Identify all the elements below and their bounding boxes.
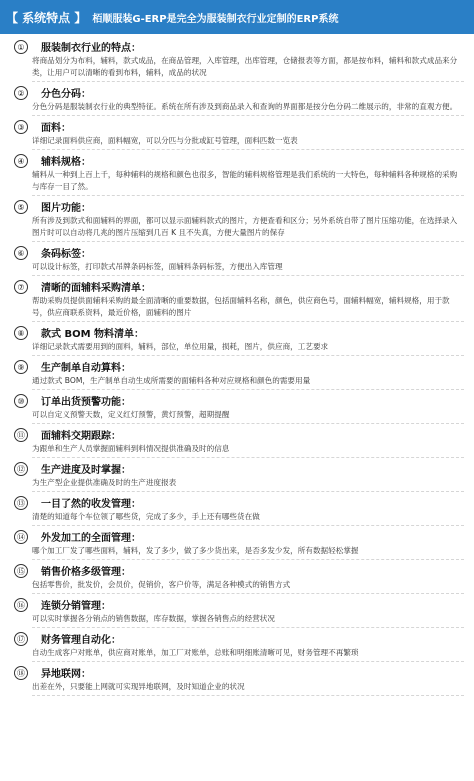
feature-number-badge: ⑤ — [14, 200, 28, 214]
feature-number-badge: ⑦ — [14, 280, 28, 294]
feature-item — [10, 278, 464, 322]
feature-title: 生产制单自动算料： — [41, 363, 131, 374]
feature-description: 出差在外，只要能上网就可实现异地联网，及时知道企业的状况 — [32, 682, 245, 691]
feature-description: 自动生成客户对账单，供应商对账单，加工厂对账单，总账和明细账清晰可见，财务管理不再繁琐 — [32, 648, 359, 657]
divider — [32, 321, 464, 322]
feature-title: 辅料规格： — [41, 157, 91, 168]
feature-item — [10, 118, 464, 150]
feature-description: 辅料从一种到上百上千，每种辅料的规格和颜色也很多，智能的辅料规格管理是我们系统的一大特色，每种辅料各种规格的采购与库存一目了然。 — [32, 170, 458, 191]
feature-description: 包括零售价，批发价，会员价，促销价，客户价等，满足各种模式的销售方式 — [32, 580, 291, 589]
feature-description: 帮助采购员提供面辅料采购的最全面清晰的重要数据，包括面辅料名称，颜色，供应商色号，面辅料幅宽，辅料规格，用于款号，供应商联系资料，最近价格，面辅料的图片 — [32, 296, 450, 317]
feature-number-badge: ⑭ — [14, 530, 28, 544]
feature-number-badge: ⑱ — [14, 666, 28, 680]
feature-title-row — [10, 118, 464, 135]
divider — [32, 559, 464, 560]
feature-number-badge: ⑯ — [14, 598, 28, 612]
feature-title: 条码标签： — [41, 249, 91, 260]
feature-description: 详细记录面料供应商，面料幅宽，可以分匹与分批或缸号管理，面料匹数一览表 — [32, 136, 298, 145]
feature-description: 可以设计标签，打印款式吊牌条码标签，面辅料条码标签，方便出入库管理 — [32, 262, 283, 271]
feature-item — [10, 630, 464, 662]
feature-number-badge: ① — [14, 40, 28, 54]
feature-description: 清楚的知道每个车位领了哪些货，完成了多少，手上还有哪些货在做 — [32, 512, 260, 521]
feature-title-row — [10, 664, 464, 681]
feature-number-badge: ⑬ — [14, 496, 28, 510]
feature-item — [10, 392, 464, 424]
feature-title: 一目了然的收发管理： — [41, 499, 141, 510]
feature-description: 通过款式 BOM，生产制单自动生成所需要的面辅料各种对应规格和颜色的需要用量 — [32, 376, 311, 385]
feature-description: 为跟单和生产人员掌握面辅料到料情况提供准确及时的信息 — [32, 444, 230, 453]
feature-item — [10, 38, 464, 82]
feature-title-row — [10, 426, 464, 443]
feature-title-row — [10, 596, 464, 613]
feature-item — [10, 152, 464, 196]
divider — [32, 195, 464, 196]
feature-title: 面料： — [41, 123, 71, 134]
feature-description: 详细记录款式需要用到的面料，辅料，部位，单位用量，损耗，图片，供应商，工艺要求 — [32, 342, 329, 351]
feature-title-row — [10, 152, 464, 169]
feature-description: 将商品划分为布料，辅料，款式成品，在商品管理，入库管理，出库管理，仓储报表等方面，都是按布料，辅料和款式成品来分类，让用户可以清晰的看到布料，辅料，成品的状况 — [32, 56, 458, 77]
feature-title-row — [10, 494, 464, 511]
feature-title-row — [10, 392, 464, 409]
feature-title: 分色分码： — [41, 89, 91, 100]
divider — [32, 525, 464, 526]
divider — [32, 627, 464, 628]
feature-item — [10, 84, 464, 116]
feature-number-badge: ⑮ — [14, 564, 28, 578]
divider — [32, 423, 464, 424]
feature-item — [10, 494, 464, 526]
feature-item — [10, 596, 464, 628]
feature-title: 服装制衣行业的特点： — [41, 43, 141, 54]
feature-description: 哪个加工厂发了哪些面料，辅料，发了多少，做了多少货出来，是否多发少发，所有数据轻松掌握 — [32, 546, 359, 555]
divider — [32, 695, 464, 696]
feature-title: 连锁分销管理： — [41, 601, 111, 612]
feature-title-row — [10, 358, 464, 375]
section-header — [0, 0, 474, 34]
feature-item — [10, 324, 464, 356]
feature-number-badge: ⑩ — [14, 394, 28, 408]
feature-number-badge: ⑫ — [14, 462, 28, 476]
feature-title: 外发加工的全面管理： — [41, 533, 141, 544]
feature-list — [0, 34, 474, 696]
feature-item — [10, 460, 464, 492]
divider — [32, 593, 464, 594]
feature-title: 生产进度及时掌握： — [41, 465, 131, 476]
feature-title: 订单出货预警功能： — [41, 397, 131, 408]
divider — [32, 241, 464, 242]
feature-title-row — [10, 244, 464, 261]
divider — [32, 81, 464, 82]
feature-item — [10, 244, 464, 276]
feature-title-row — [10, 528, 464, 545]
feature-title-row — [10, 278, 464, 295]
divider — [32, 115, 464, 116]
feature-title-row — [10, 324, 464, 341]
feature-title-row — [10, 562, 464, 579]
divider — [32, 275, 464, 276]
feature-number-badge: ③ — [14, 120, 28, 134]
feature-description: 分色分码是服装制衣行业的典型特征。系统在所有涉及到商品录入和查询的界面都是按分色分码二维展示的，非常的直观方便。 — [32, 102, 458, 111]
feature-item — [10, 562, 464, 594]
divider — [32, 149, 464, 150]
feature-description: 可以实时掌握各分销点的销售数据，库存数据，掌握各销售点的经营状况 — [32, 614, 275, 623]
feature-number-badge: ⑨ — [14, 360, 28, 374]
feature-item — [10, 358, 464, 390]
section-tag: 【 系统特点 】 — [6, 10, 87, 25]
feature-number-badge: ② — [14, 86, 28, 100]
feature-description: 所有涉及到款式和面辅料的界面，都可以显示面辅料款式的图片，方便查看和区分；另外系统自带了图片压缩功能，在选择录入图片时可以自动将几兆的图片压缩到几百 K 且不失真，方便大量图片的保存 — [32, 216, 458, 237]
feature-title-row — [10, 460, 464, 477]
feature-title: 图片功能： — [41, 203, 91, 214]
section-description: 栢顺服装G-ERP是完全为服装制衣行业定制的ERP系统 — [92, 13, 339, 25]
feature-title-row — [10, 198, 464, 215]
feature-title: 款式 BOM 物料清单： — [41, 329, 145, 340]
feature-title: 清晰的面辅料采购清单： — [41, 283, 151, 294]
divider — [32, 457, 464, 458]
feature-item — [10, 664, 464, 696]
feature-title: 财务管理自动化： — [41, 635, 121, 646]
feature-description: 可以自定义预警天数，定义红灯预警，黄灯预警，超期提醒 — [32, 410, 230, 419]
feature-number-badge: ⑧ — [14, 326, 28, 340]
feature-title-row — [10, 38, 464, 55]
feature-number-badge: ④ — [14, 154, 28, 168]
feature-title-row — [10, 630, 464, 647]
divider — [32, 661, 464, 662]
feature-item — [10, 426, 464, 458]
divider — [32, 355, 464, 356]
feature-number-badge: ⑥ — [14, 246, 28, 260]
feature-number-badge: ⑰ — [14, 632, 28, 646]
feature-number-badge: ⑪ — [14, 428, 28, 442]
divider — [32, 389, 464, 390]
feature-title: 销售价格多级管理： — [41, 567, 131, 578]
feature-item — [10, 198, 464, 242]
feature-title-row — [10, 84, 464, 101]
feature-description: 为生产型企业提供准确及时的生产进度报表 — [32, 478, 177, 487]
feature-title: 面辅料交期跟踪： — [41, 431, 121, 442]
feature-title: 异地联网： — [41, 669, 91, 680]
feature-item — [10, 528, 464, 560]
divider — [32, 491, 464, 492]
